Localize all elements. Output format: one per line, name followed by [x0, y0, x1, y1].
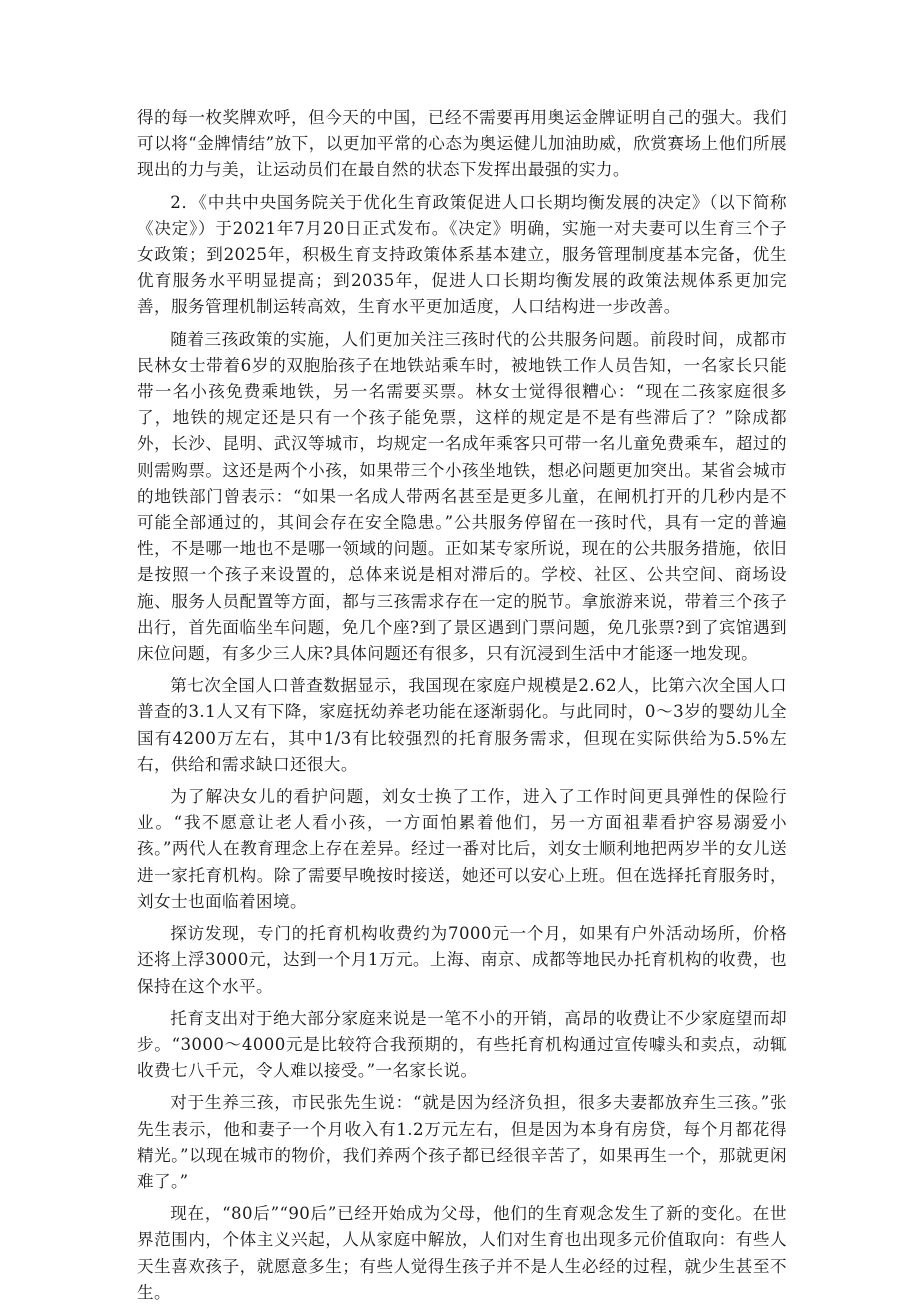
paragraph-childcare-liu: 为了解决女儿的看护问题，刘女士换了工作，进入了工作时间更具弹性的保险行业。“我不愿意让老人看小孩，一方面怕累着他们，另一方面祖辈看护容易溺爱小孩。”两代人在教育理念上存在差异。经过一番对比后，刘女士顺利地把两岁半的女儿送进一家托育机构。除了需要早晚按时接送，她还可以安心上班。但在选择托育服务时，刘女士也面临着困境。 — [137, 787, 787, 911]
document-body — [137, 105, 787, 1306]
paragraph-fertility-views: 现在，“80后”“90后”已经开始成为父母，他们的生育观念发生了新的变化。在世界范围内，个体主义兴起，人从家庭中解放，人们对生育也出现多元价值取向：有些人天生喜欢孩子，就愿意多生；有些人觉得生孩子并不是人生必经的过程，就少生甚至不生。 — [137, 1204, 787, 1302]
paragraph-public-services: 随着三孩政策的实施，人们更加关注三孩时代的公共服务问题。前段时间，成都市民林女士带着6岁的双胞胎孩子在地铁站乘车时，被地铁工作人员告知，一名家长只能带一名小孩免费乘地铁，另一名需要买票。林女士觉得很糟心：“现在二孩家庭很多了，地铁的规定还是只有一个孩子能免票，这样的规定是不是有些滞后了？”除成都外，长沙、昆明、武汉等城市，均规定一名成年乘客只可带一名儿童免费乘车，超过的则需购票。这还是两个小孩，如果带三个小孩坐地铁，想必问题更加突出。某省会城市的地铁部门曾表示：“如果一名成人带两名甚至是更多儿童，在闸机打开的几秒内是不可能全部通过的，其间会存在安全隐患。”公共服务停留在一孩时代，具有一定的普遍性，不是哪一地也不是哪一领域的问题。正如某专家所说，现在的公共服务措施，依旧是按照一个孩子来设置的，总体来说是相对滞后的。学校、社区、公共空间、商场设施、服务人员配置等方面，都与三孩需求存在一定的脱节。拿旅游来说，带着三个孩子出行，首先面临坐车问题，免几个座?到了景区遇到门票问题，免几张票?到了宾馆遇到床位问题，有多少三人床?具体问题还有很多，只有沉浸到生活中才能逐一地发现。 — [137, 329, 787, 664]
paragraph-medal-conclusion: 得的每一枚奖牌欢呼，但今天的中国，已经不需要再用奥运金牌证明自己的强大。我们可以将“金牌情结”放下，以更加平常的心态为奥运健儿加油助威，欣赏赛场上他们所展现出的力与美，让运动员们在最自然的状态下发挥出最强的实力。 — [137, 108, 787, 180]
paragraph-policy-decision: 2．《中共中央国务院关于优化生育政策促进人口长期均衡发展的决定》（以下简称《决定》）于2021年7月20日正式发布。《决定》明确，实施一对夫妻可以生育三个子女政策；到2025年，积极生育支持政策体系基本建立，服务管理制度基本完备，优生优育服务水平明显提高；到2035年，促进人口长期均衡发展的政策法规体系更加完善，服务管理机制运转高效，生育水平更加适度，人口结构进一步改善。 — [137, 192, 787, 317]
paragraph-zhang-burden: 对于生养三孩，市民张先生说：“就是因为经济负担，很多夫妻都放弃生三孩。”张先生表示，他和妻子一个月收入有1.2万元左右，但是因为本身有房贷，每个月都花得精光。”以现在城市的物价，我们养两个孩子都已经很辛苦了，如果再生一个，那就更闲难了。” — [137, 1093, 787, 1191]
paragraph-childcare-cost: 托育支出对于绝大部分家庭来说是一笔不小的开销，高昂的收费让不少家庭望而却步。“3000〜4000元是比较符合我预期的，有些托育机构通过宣传噱头和卖点，动辄收费七八千元，令人难以接受。”一名家长说。 — [137, 1008, 787, 1081]
paragraph-census-data: 第七次全国人口普查数据显示，我国现在家庭户规模是2.62人，比第六次全国人口普查的3.1人又有下降，家庭抚幼养老功能在逐渐弱化。与此同时，0〜3岁的婴幼儿全国有4200万左右，其中1/3有比较强烈的托育服务需求，但现在实际供给为5.5%左右，供给和需求缺口还很大。 — [137, 676, 787, 774]
paragraph-childcare-fees: 探访发现，专门的托育机构收费约为7000元一个月，如果有户外活动场所，价格还将上浮3000元，达到一个月1万元。上海、南京、成都等地民办托育机构的收费，也保持在这个水平。 — [137, 924, 787, 996]
